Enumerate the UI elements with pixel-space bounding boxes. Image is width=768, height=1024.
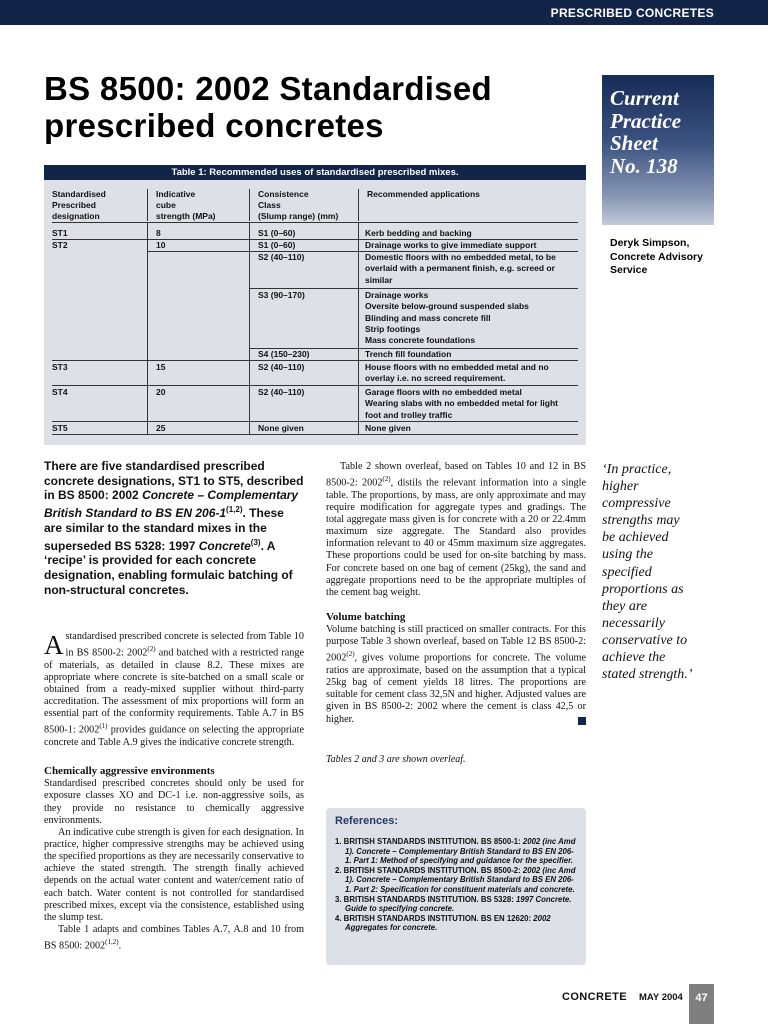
row-rule [52,360,578,361]
practice-sheet-line: Sheet [610,131,658,155]
reference-item [335,895,577,914]
middle-column [326,461,586,726]
column-divider [249,223,250,435]
ref-text: BRITISH STANDARDS INSTITUTION. BS 5328: [341,894,516,904]
row-application: Drainage works to give immediate support [365,240,537,250]
ref-text: BRITISH STANDARDS INSTITUTION. BS 8500-2: [341,865,523,875]
references-box [326,808,586,965]
row-designation: ST5 [52,423,68,433]
pull-quote [602,461,714,683]
citation: (2) [346,650,355,659]
quote-line: be achieved [602,530,669,546]
practice-sheet-box [602,75,714,225]
quote-line: compressive [602,496,671,512]
author-credit [610,237,718,278]
table-recommended-uses [44,165,586,445]
body-paragraph [326,624,586,726]
ref-number: 2. [335,865,342,875]
application-line: Blinding and mass concrete fill [365,312,491,323]
application-line: Garage floors with no embedded metal [365,387,522,397]
application-line: Mass concrete foundations [365,335,476,346]
body-text: standardised prescribed concrete is selected from Table 10 in BS 8500-2: 2002 [65,631,304,659]
lede-text: . A ‘recipe’ is provided for each concrete designation, enabling formulaic batching of non-structural concretes. [44,538,293,597]
row-strength: 8 [156,228,161,238]
quote-line: necessarily [602,615,665,631]
row-application: None given [365,423,411,433]
body-text: Table 1 adapts and combines Tables A.7, A.8 and 10 from BS 8500: 2002 [44,924,304,952]
quote-line: proportions as [602,581,684,597]
row-application [365,362,549,385]
intro-paragraph [44,631,304,749]
ref-title: 2002 (inc Amd 1). Concrete – Complementary British Standard to BS EN 206-1. Part 1: Method of specifying and guidance for the specifier. [345,837,576,866]
row-designation: ST4 [52,387,68,397]
header-line: strength (MPa) [156,211,216,221]
reference-item [335,866,577,895]
column-divider [147,189,148,221]
lede-text: . These are similar to the standard mixes in the superseded BS 5328: 1997 [44,506,284,553]
subheading-chemical: Chemically aggressive environments [44,765,215,778]
row-rule [52,385,578,386]
row-rule [249,288,578,289]
row-consistence: None given [258,423,304,433]
ref-number: 4. [335,913,342,923]
issue-date: MAY 2004 [639,992,683,1003]
page-number: 47 [695,992,708,1004]
subheading-volume: Volume batching [326,611,406,624]
row-strength: 15 [156,362,166,372]
row-strength: 10 [156,240,166,250]
header-line: cube [156,200,176,210]
citation: (1) [99,722,108,731]
body-paragraph [326,461,586,599]
application-line: Wearing slabs with no embedded metal for light [365,398,559,409]
application-line: House floors with no embedded metal and no [365,362,549,372]
quote-line: higher [602,479,639,495]
row-application: Kerb bedding and backing [365,228,472,238]
body-text: and batched with a restricted range of materials, as detailed in clause 8.2. These mixes are appropriate where concrete is site-batched on a small scale or obtained from a ready-mixed supplier without third-party accreditation. The assessment of mix proportions will form an essential part of the conformity requirements. Table A.7 in BS 8500-1: 2002 [44,647,305,736]
body-text: . [118,940,122,952]
body-text: provides guidance on selecting the appropriate concrete and Table A.9 gives the indicative concrete strength. [44,724,304,749]
header-line: Indicative [156,189,196,199]
application-line: Oversite below-ground suspended slabs [365,301,529,312]
drop-cap: A [44,630,64,660]
page-title [44,70,584,144]
citation: (2) [147,645,156,654]
header-applications [367,189,480,200]
lede-text: There are five standardised prescribed concrete designations, ST1 to ST5, described in BS 8500: 2002 [44,459,304,503]
row-strength: 20 [156,387,166,397]
row-consistence: S3 (90–170) [258,290,305,300]
title-line-1: BS 8500: 2002 Standardised [44,70,493,107]
practice-sheet-line: Current [610,86,679,110]
header-designation [52,189,106,222]
ref-title: 2002 Aggregates for concrete. [345,913,551,933]
author-line: Deryk Simpson, [610,237,690,249]
ref-number: 3. [335,894,342,904]
title-line-2: prescribed concretes [44,107,384,144]
citation: (1,2) [105,938,119,947]
body-text: Volume batching is still practiced on smaller contracts. For this purpose Table 3 shown overleaf, based on Table 12 BS 8500-2: 2002 [326,624,586,664]
header-line: Class [258,200,281,210]
column-divider [358,189,359,221]
body-text: , distils the relevant information into a single table. The proportions, by mass, are only approximate and may require modification for aggregate types and gradings. The total aggregate mass given is for concrete with a 20 or 22.4mm maximum size aggregate. The Standard also provides information relevant to 40 or 45mm maximum size aggregates. These proportions could be used for on-site batching by mass. For concrete based on one bag of cement (25kg), the sand and aggregate proportions need to be the appropriate multiples of the cement bag weight. [326,477,586,598]
reference-item [335,914,577,933]
header-rule [52,222,578,223]
header-line: Recommended applications [367,189,480,199]
author-line: Service [610,264,648,276]
column-divider [358,223,359,435]
column-divider [249,189,250,221]
application-line: similar [365,274,393,285]
header-line: Consistence [258,189,309,199]
lede-paragraph [44,459,304,597]
quote-line: specified [602,564,652,580]
ref-text: BRITISH STANDARDS INSTITUTION. BS EN 12620: [341,913,534,923]
row-designation: ST2 [52,240,68,250]
column-divider [147,223,148,435]
page-number-box [689,984,714,1024]
header-consistence [258,189,338,222]
citation: (2) [382,475,391,484]
row-application: Trench fill foundation [365,349,452,359]
row-strength: 25 [156,423,166,433]
section-label: PRESCRIBED CONCRETES [550,6,714,20]
author-line: Concrete Advisory [610,250,703,263]
reference-item [335,837,577,866]
row-rule [52,434,578,435]
row-consistence: S2 (40–110) [258,387,305,397]
row-application [365,290,529,346]
body-paragraph [44,924,304,953]
body-paragraph: Standardised prescribed concretes should only be used for exposure classes XO and DC-1 i.e. non-aggressive soils, as they provide no resistance to chemically aggressive environments. [44,778,304,826]
header-line: (Slump range) (mm) [258,211,339,221]
header-line: Standardised [52,189,106,199]
quote-line: ‘In practice, [602,462,672,477]
body-text: , gives volume proportions for concrete. The volume ratios are approximate, based on the assumption that a typical 25kg bag of cement yields 18 litres. The proportions are suitable for cement class 32,5N and higher. Adjusted values are given in BS 8500-2: 2002 where the cement is class 42,5 or higher. [326,652,586,725]
quote-line: stated strength.’ [602,667,693,683]
header-line: Prescribed [52,200,96,210]
end-mark-icon [578,717,586,725]
quote-line: strengths may [602,513,680,529]
overleaf-note: Tables 2 and 3 are shown overleaf. [326,754,466,765]
magazine-name: CONCRETE [562,991,627,1003]
row-designation: ST1 [52,228,68,238]
application-line: Domestic floors with no embedded metal, to be [365,252,556,262]
row-application [365,252,556,286]
ref-title: 1997 Concrete. Guide to specifying concrete. [345,894,572,914]
practice-sheet-line: Practice [610,108,682,133]
header-line: designation [52,211,100,221]
citation: (1,2) [226,505,243,515]
practice-sheet-line: No. 138 [610,153,678,178]
body-text: Table 2 shown overleaf, based on Tables 10 and 12 in BS 8500-2: 2002 [326,461,586,489]
row-consistence: S2 (40–110) [258,362,305,372]
row-consistence: S1 (0–60) [258,228,296,238]
ref-title: 2002 (inc Amd 1). Concrete – Complementary British Standard to BS EN 206-1. Part 2: Specification for constituent materials and concrete. [345,865,576,894]
row-rule [52,421,578,422]
table-title: Table 1: Recommended uses of standardised prescribed mixes. [44,165,586,180]
application-line: overlaid with a permanent finish, e.g. screed or [365,263,555,274]
row-consistence: S2 (40–110) [258,252,305,262]
application-line: Strip footings [365,323,421,334]
practice-sheet-title [610,87,714,177]
lede-italic: Concrete [198,538,251,553]
row-application [365,387,558,421]
ref-number: 1. [335,837,342,846]
quote-line: achieve the [602,650,666,666]
row-designation: ST3 [52,362,68,372]
row-consistence: S4 (150–230) [258,349,310,359]
lede-italic: Concrete – Complementary British Standard to BS EN 206-1 [44,488,299,521]
left-column [44,631,304,953]
row-consistence: S1 (0–60) [258,240,296,250]
application-line: Drainage works [365,290,429,300]
quote-line: conservative to [602,632,688,648]
ref-text: BRITISH STANDARDS INSTITUTION. BS 8500-1: [341,837,523,846]
section-header-bar [0,0,768,25]
quote-line: they are [602,598,647,614]
application-line: overlay i.e. no screed requirement. [365,373,506,384]
application-line: foot and trolley traffic [365,409,453,420]
body-paragraph: An indicative cube strength is given for each designation. In practice, higher compressive strengths may be achieved using the specified proportions as they are necessarily conservative to achieve the stated strength. The strength finally achieved depends on the actual water content and water/cement ratio of each batch. Water content is not controlled for standardised prescribed mixes, except via the consistence, established using the slump test. [44,826,304,923]
quote-line: using the [602,547,653,563]
header-strength [156,189,216,222]
citation: (3) [250,537,261,547]
references-title: References: [335,815,398,827]
